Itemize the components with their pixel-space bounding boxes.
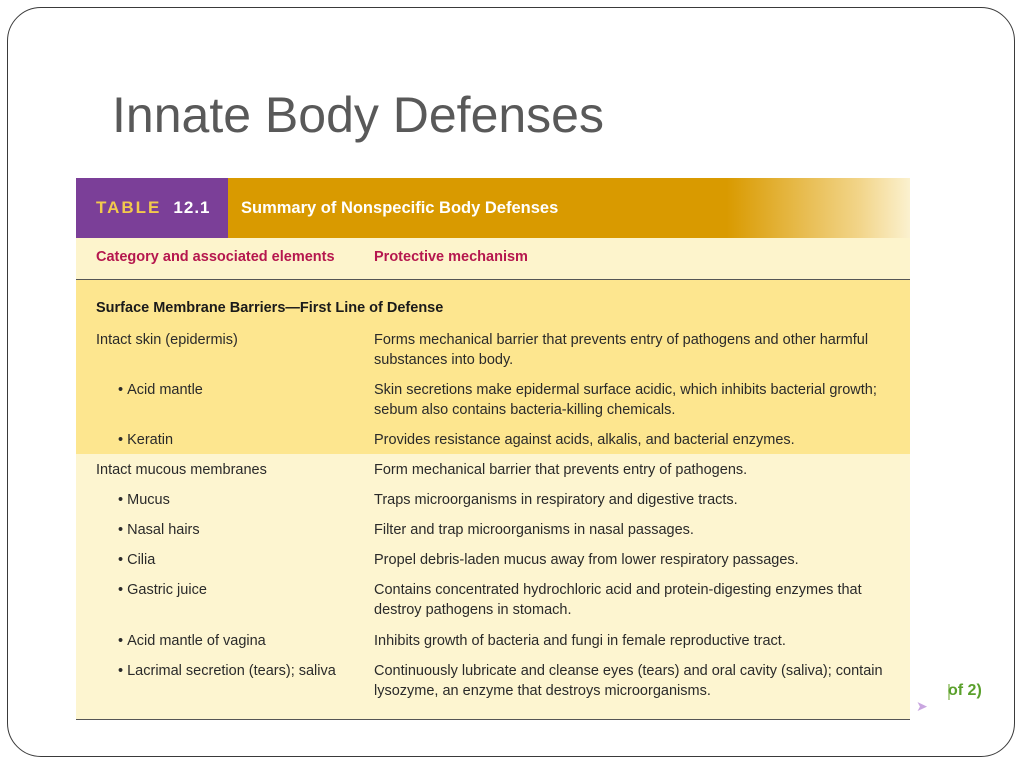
section-surface-barriers [76, 280, 910, 454]
table-tag-word: TABLE [96, 198, 162, 217]
mechanism-cell: Provides resistance against acids, alkalis, and bacterial enzymes. [374, 432, 795, 448]
table-tag [76, 178, 228, 238]
column-header-mechanism: Protective mechanism [374, 249, 528, 265]
mechanism-cell: Traps microorganisms in respiratory and digestive tracts. [374, 492, 738, 508]
slide-footer-note: of 2) [948, 682, 982, 699]
table-header-bar [76, 178, 910, 238]
category-cell: Intact skin (epidermis) [96, 332, 238, 348]
category-cell: • Acid mantle [118, 380, 358, 400]
category-cell: • Keratin [118, 430, 358, 450]
mechanism-cell: Contains concentrated hydrochloric acid and protein-digesting enzymes that destroy pathogens in stomach. [374, 582, 862, 618]
defenses-table [76, 178, 910, 722]
mechanism-cell: Skin secretions make epidermal surface acidic, which inhibits bacterial growth; sebum also contains bacteria-killing chemicals. [374, 382, 877, 418]
category-cell: • Gastric juice [118, 580, 358, 600]
mechanism-cell: Inhibits growth of bacteria and fungi in female reproductive tract. [374, 633, 786, 649]
arrow-right-icon: ➤ [916, 698, 928, 714]
category-cell: • Lacrimal secretion (tears); saliva [118, 661, 358, 681]
mechanism-cell: Forms mechanical barrier that prevents entry of pathogens and other harmful substances into body. [374, 332, 869, 368]
category-cell: • Mucus [118, 490, 358, 510]
table-tag-number: 12.1 [173, 198, 211, 217]
mechanism-cell: Propel debris-laden mucus away from lower respiratory passages. [374, 552, 799, 568]
table-column-headers [76, 238, 910, 280]
category-cell: • Nasal hairs [118, 520, 358, 540]
section-title: Surface Membrane Barriers—First Line of Defense [96, 300, 444, 316]
category-cell: Intact mucous membranes [96, 462, 267, 478]
table-caption: Summary of Nonspecific Body Defenses [241, 199, 559, 217]
category-cell: • Cilia [118, 550, 358, 570]
mechanism-cell: Filter and trap microorganisms in nasal passages. [374, 522, 694, 538]
slide-title: Innate Body Defenses [112, 87, 604, 143]
section-mucous-membranes [76, 454, 910, 720]
column-header-category: Category and associated elements [96, 249, 335, 265]
category-cell: • Acid mantle of vagina [118, 631, 358, 651]
mechanism-cell: Continuously lubricate and cleanse eyes (tears) and oral cavity (saliva); contain lysozyme, an enzyme that destroys microorganisms. [374, 663, 883, 699]
mechanism-cell: Form mechanical barrier that prevents entry of pathogens. [374, 462, 748, 478]
